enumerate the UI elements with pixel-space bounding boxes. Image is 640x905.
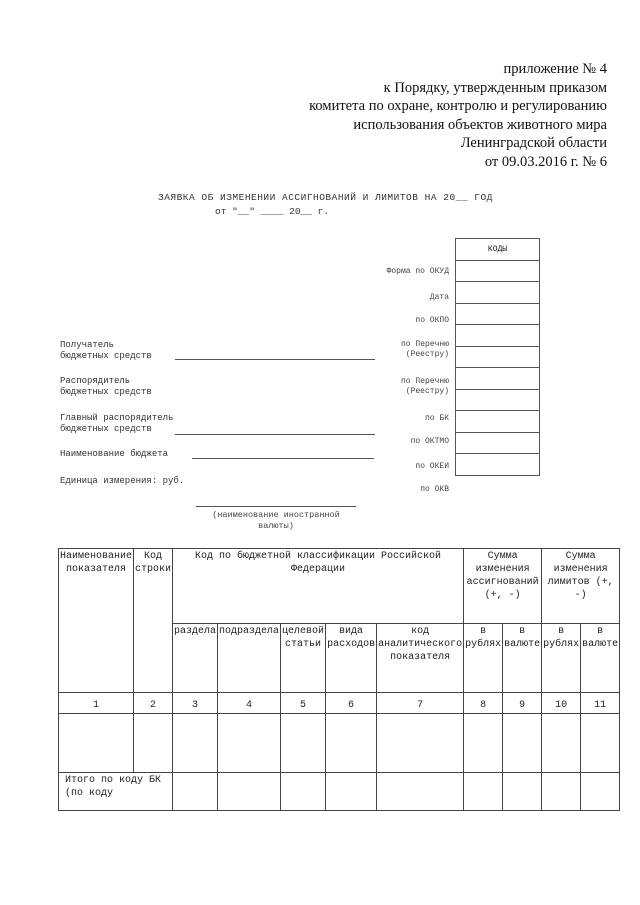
sub-limit-rub: в рублях [542,624,581,693]
sub-limit-cur: в валюте [581,624,620,693]
code-cell-bk[interactable] [456,389,540,411]
code-label: Дата [429,293,449,302]
table-cell[interactable] [542,773,581,811]
table-cell[interactable] [503,773,542,811]
table-cell[interactable] [218,714,281,773]
table-cell[interactable] [542,714,581,773]
sub-expense: вида расходов [326,624,377,693]
unit-label: Единица измерения: руб. [60,476,185,486]
code-label: по Перечню (Реестру) [400,377,449,396]
codes-table [455,238,540,476]
codes-header: КОДЫ [456,239,540,261]
col-num: 3 [173,693,218,714]
recipient-line[interactable] [175,359,375,360]
table-cell[interactable] [581,773,620,811]
budget-name-line[interactable] [192,458,374,459]
table-cell[interactable] [173,773,218,811]
col-num: 5 [281,693,326,714]
table-cell[interactable] [377,714,464,773]
table-cell[interactable] [173,714,218,773]
code-label: по БК [424,414,449,423]
code-label: по ОКВ [420,485,449,494]
table-cell[interactable] [326,773,377,811]
code-cell-okud[interactable] [456,260,540,282]
header-sum-limit: Сумма изменения лимитов (+, -) [542,549,620,624]
table-cell[interactable] [464,773,503,811]
form-date: от "__" ____ 20__ г. [215,206,330,217]
col-num: 1 [59,693,134,714]
table-row [59,714,620,773]
main-table [58,548,620,811]
code-cell-okpo[interactable] [456,303,540,325]
code-cell-manager[interactable] [456,368,540,390]
code-label: по ОКТМО [410,437,449,446]
table-cell[interactable] [281,773,326,811]
appendix-line: комитета по охране, контролю и регулированию [309,98,607,115]
budget-name-label: Наименование бюджета [60,449,169,459]
code-cell-okv[interactable] [456,454,540,476]
code-cell-date[interactable] [456,282,540,304]
code-cell-okei[interactable] [456,432,540,454]
appendix-line: к Порядку, утвержденным приказом [383,79,607,96]
appendix-block [309,60,607,172]
recipient-label: Получатель бюджетных средств [60,340,152,361]
sub-section: раздела [173,624,218,693]
code-label: по ОКЕИ [415,462,449,471]
header-line-code: Код строки [134,549,173,693]
table-cell[interactable] [218,773,281,811]
code-label: по ОКПО [415,316,449,325]
sub-subsection: подраздела [218,624,281,693]
table-total-row [59,773,620,811]
code-cell-oktmo[interactable] [456,411,540,433]
table-cell[interactable] [134,714,173,773]
total-label: Итого по коду БК (по коду [59,773,173,811]
currency-line[interactable] [196,506,356,507]
table-cell[interactable] [581,714,620,773]
header-name: Наименование показателя [59,549,134,693]
col-num: 4 [218,693,281,714]
col-num: 2 [134,693,173,714]
sub-analytic: код аналитического показателя [377,624,464,693]
appendix-line: использования объектов животного мира [353,116,607,133]
table-cell[interactable] [503,714,542,773]
appendix-line: Ленинградской области [460,135,607,152]
col-num: 8 [464,693,503,714]
table-cell[interactable] [59,714,134,773]
main-manager-line[interactable] [175,434,375,435]
sub-target: целевой статьи [281,624,326,693]
col-num: 7 [377,693,464,714]
table-cell[interactable] [377,773,464,811]
table-cell[interactable] [281,714,326,773]
code-label: по Перечню (Реестру) [400,340,449,359]
header-bk: Код по бюджетной классификации Российской Федерации [173,549,464,624]
header-sum-assign: Сумма изменения ассигнований (+, -) [464,549,542,624]
code-cell-recipient[interactable] [456,325,540,347]
currency-caption: (наименование иностранной валюты) [212,510,340,531]
appendix-line: приложение № 4 [503,61,607,77]
table-cell[interactable] [326,714,377,773]
code-label: Форма по ОКУД [386,267,449,276]
code-cell-spacer [456,346,540,368]
sub-assign-rub: в рублях [464,624,503,693]
col-num: 10 [542,693,581,714]
manager-label: Распорядитель бюджетных средств [60,376,152,397]
sub-assign-cur: в валюте [503,624,542,693]
table-number-row [59,693,620,714]
table-cell[interactable] [464,714,503,773]
form-title: ЗАЯВКА ОБ ИЗМЕНЕНИИ АССИГНОВАНИЙ И ЛИМИТОВ НА 20__ ГОД [158,192,493,203]
col-num: 6 [326,693,377,714]
appendix-line: от 09.03.2016 г. № 6 [484,153,607,170]
main-manager-label: Главный распорядитель бюджетных средств [60,413,174,434]
col-num: 9 [503,693,542,714]
table-header-row [59,549,620,624]
col-num: 11 [581,693,620,714]
